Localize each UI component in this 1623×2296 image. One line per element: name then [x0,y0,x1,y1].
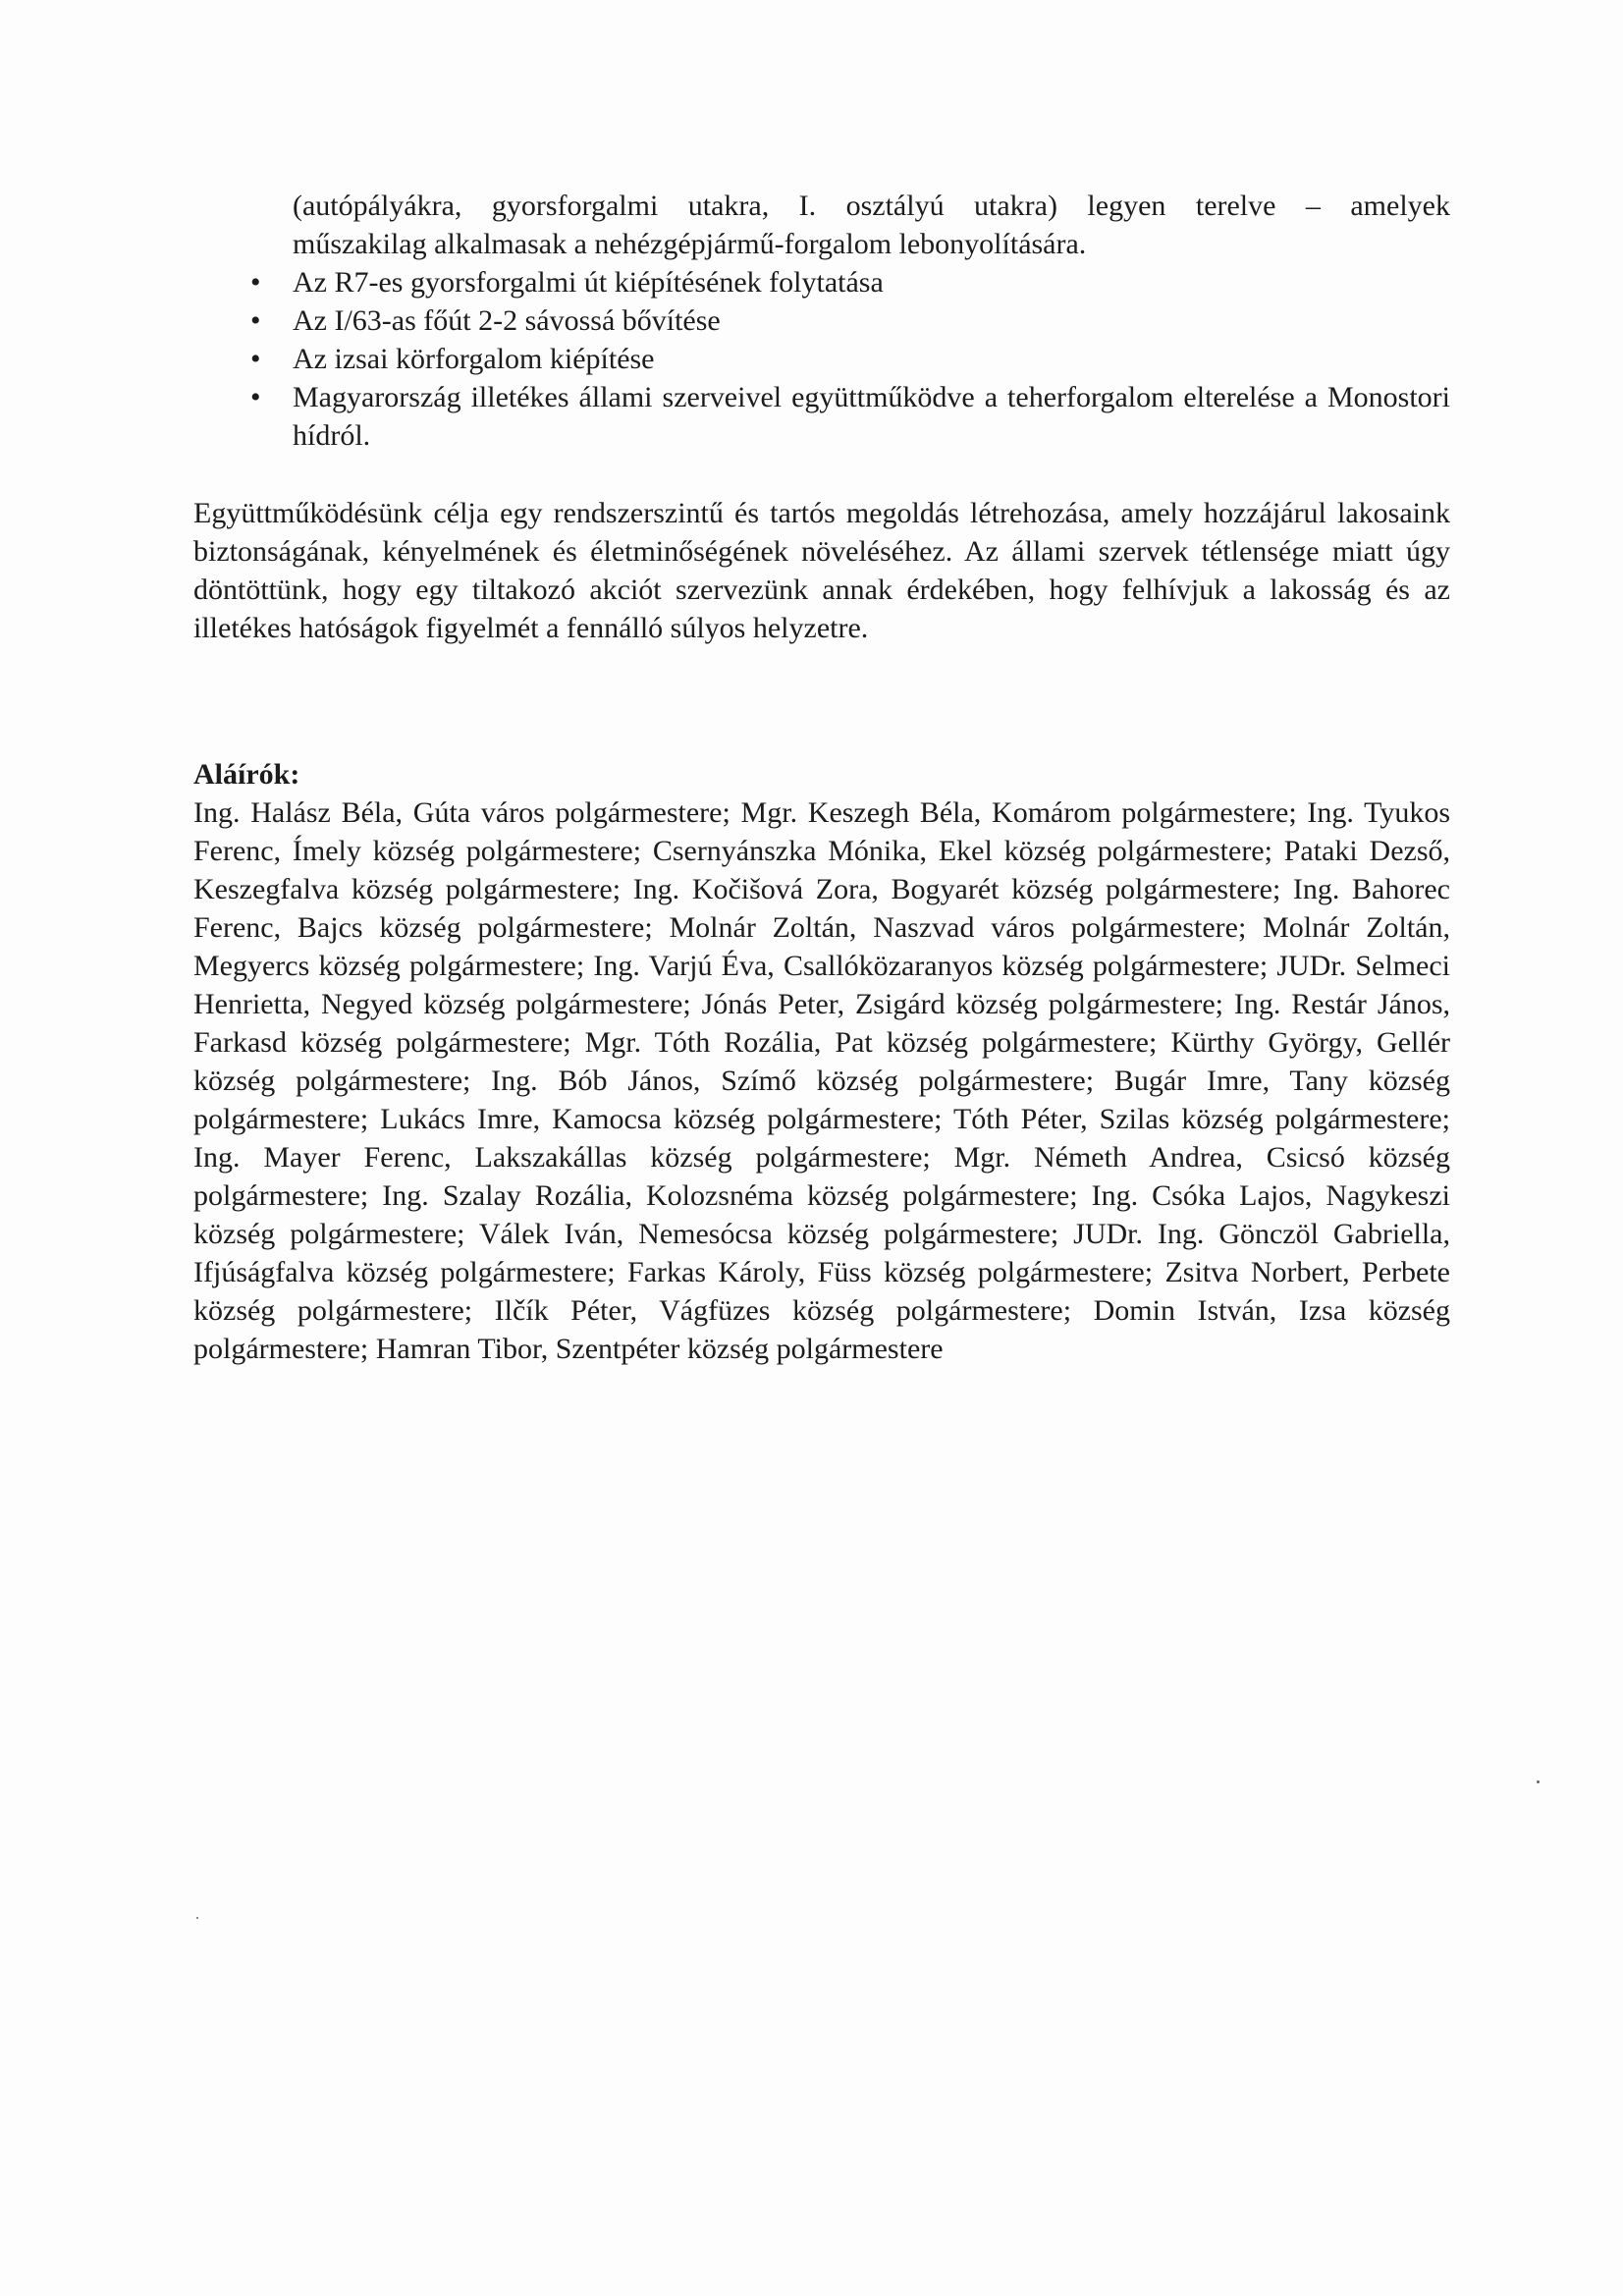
list-continuation-text [293,187,1450,263]
signers-heading: Aláírók: [193,758,300,791]
scan-speck [196,1917,198,1919]
bullet-icon: • [250,343,261,375]
demands-list [193,263,1450,455]
bullet-icon: • [250,304,261,337]
continuation-line: műszakilag alkalmasak a nehézgépjármű-forgalom lebonyolítására. [293,228,1087,260]
list-item [193,378,1450,455]
list-item-text: Az izsai körforgalom kiépítése [293,343,655,375]
scan-speck [1537,1780,1540,1783]
continuation-line: (autópályákra, gyorsforgalmi utakra, I. osztályú utakra) legyen terelve – amelyek [293,190,1450,222]
signers-list: Ing. Halász Béla, Gúta város polgármestere; Mgr. Keszegh Béla, Komárom polgármestere; Ing. Tyukos Ferenc, Ímely község polgármestere; Csernyánszka Mónika, Ekel község polgármestere; Pataki Dezső, Keszegfalva község polgármestere; Ing. Kočišová Zora, Bogyarét község polgármestere; Ing. Bahorec Ferenc, Bajcs község polgármestere; Molnár Zoltán, Naszvad város polgármestere; Molnár Zoltán, Megyercs község polgármestere; Ing. Varjú Éva, Csallóközaranyos község polgármestere; JUDr. Selmeci Henrietta, Negyed község polgármestere; Jónás Peter, Zsigárd község polgármestere; Ing. Restár János, Farkasd község polgármestere; Mgr. Tóth Rozália, Pat község polgármestere; Kürthy György, Gellér község polgármestere; Ing. Bób János, Szímő község polgármestere; Bugár Imre, Tany község polgármestere; Lukács Imre, Kamocsa község polgármestere; Tóth Péter, Szilas község polgármestere; Ing. Mayer Ferenc, Lakszakállas község polgármestere; Mgr. Németh Andrea, Csicsó község polgármestere; Ing. Szalay Rozália, Kolozsnéma község polgármestere; Ing. Csóka Lajos, Nagykeszi község polgármestere; Válek Iván, Nemesócsa község polgármestere; JUDr. Ing. Gönczöl Gabriella, Ifjúságfalva község polgármestere; Farkas Károly, Füss község polgármestere; Zsitva Norbert, Perbete község polgármestere; Ilčík Péter, Vágfüzes község polgármestere; Domin István, Izsa község polgármestere; Hamran Tibor, Szentpéter község polgármestere [193,796,1450,1365]
list-item [193,263,1450,301]
list-item-text: Az I/63-as főút 2-2 sávossá bővítése [293,304,721,337]
list-item [193,340,1450,378]
list-item [193,301,1450,340]
list-item-text: Az R7-es gyorsforgalmi út kiépítésének folytatása [293,266,884,299]
list-item-text: Magyarország illetékes állami szerveivel együttműködve a teherforgalom elterelése a Monostori hídról. [293,381,1450,452]
bullet-icon: • [250,381,261,413]
body-paragraph: Együttműködésünk célja egy rendszerszintű és tartós megoldás létrehozása, amely hozzájárul lakosaink biztonságának, kényelmének és életminőségének növeléséhez. Az állami szervek tétlensége miatt úgy döntöttünk, hogy egy tiltakozó akciót szervezünk annak érdekében, hogy felhívjuk a lakosság és az illetékes hatóságok figyelmét a fennálló súlyos helyzetre. [193,497,1450,644]
bullet-icon: • [250,266,261,299]
document-body [193,187,1450,1368]
